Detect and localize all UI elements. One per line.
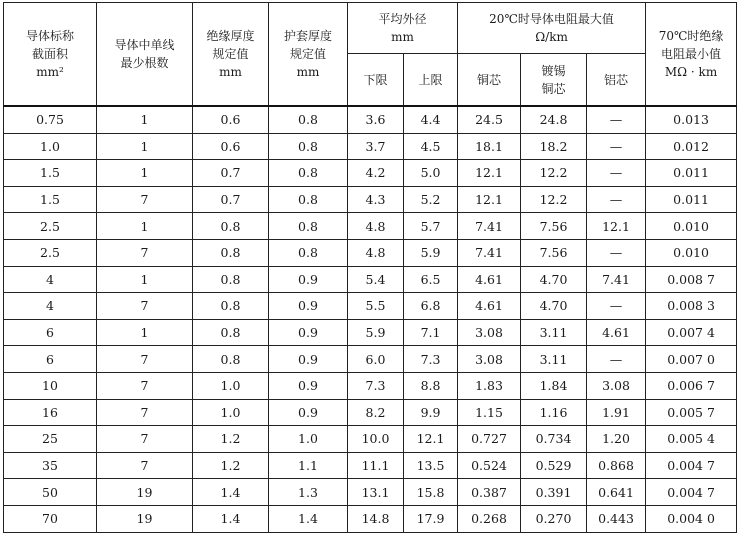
cell: 1.0 xyxy=(269,426,348,453)
cell: 0.868 xyxy=(587,452,646,479)
cell: 5.2 xyxy=(404,186,458,213)
cell: 0.524 xyxy=(458,452,521,479)
cell: 1.2 xyxy=(193,452,269,479)
cell: 4.5 xyxy=(404,133,458,160)
header-insulation-thickness: 绝缘厚度 规定值 mm xyxy=(193,3,269,107)
cell: 0.443 xyxy=(587,505,646,532)
cell: 0.005 7 xyxy=(646,399,737,426)
cell: 0.734 xyxy=(521,426,587,453)
cell: 2.5 xyxy=(4,213,97,240)
cell: 0.9 xyxy=(269,346,348,373)
cell: 50 xyxy=(4,479,97,506)
cell: 10.0 xyxy=(348,426,404,453)
cell: 1 xyxy=(97,213,193,240)
cell: 0.010 xyxy=(646,239,737,266)
cell: 0.8 xyxy=(193,239,269,266)
cell: — xyxy=(587,293,646,320)
cell: 1.15 xyxy=(458,399,521,426)
table-row xyxy=(4,133,737,160)
cell: 24.8 xyxy=(521,106,587,133)
cell: — xyxy=(587,106,646,133)
cell: 1.4 xyxy=(193,479,269,506)
cell: 4.8 xyxy=(348,239,404,266)
cell: 1 xyxy=(97,319,193,346)
table-row xyxy=(4,505,737,532)
cell: 3.7 xyxy=(348,133,404,160)
cell: 4.8 xyxy=(348,213,404,240)
cell: 18.2 xyxy=(521,133,587,160)
cell: 0.8 xyxy=(269,213,348,240)
cell: 70 xyxy=(4,505,97,532)
cell: 9.9 xyxy=(404,399,458,426)
cell: 0.641 xyxy=(587,479,646,506)
cell: 7.56 xyxy=(521,213,587,240)
header-area: 导体标称 截面积 mm² xyxy=(4,3,97,107)
cell: 0.8 xyxy=(269,133,348,160)
cell: 1.84 xyxy=(521,372,587,399)
cell: 7.41 xyxy=(458,213,521,240)
cell: 2.5 xyxy=(4,239,97,266)
cell: 0.391 xyxy=(521,479,587,506)
cell: 15.8 xyxy=(404,479,458,506)
cell: 18.1 xyxy=(458,133,521,160)
cell: 1 xyxy=(97,160,193,187)
cell: 0.9 xyxy=(269,399,348,426)
cell: 0.8 xyxy=(193,346,269,373)
header-diameter-upper: 上限 xyxy=(404,54,458,107)
cell: 5.7 xyxy=(404,213,458,240)
table-row xyxy=(4,452,737,479)
cell: 11.1 xyxy=(348,452,404,479)
cell: 0.8 xyxy=(193,213,269,240)
table-row xyxy=(4,106,737,133)
cell: 0.004 7 xyxy=(646,452,737,479)
cable-spec-table xyxy=(3,2,737,533)
cell: 12.1 xyxy=(458,160,521,187)
cell: 7.3 xyxy=(348,372,404,399)
cell: 19 xyxy=(97,479,193,506)
table-header xyxy=(4,3,737,107)
cell: 8.2 xyxy=(348,399,404,426)
header-aluminum: 铝芯 xyxy=(587,54,646,107)
cell: 12.1 xyxy=(404,426,458,453)
cell: 0.008 3 xyxy=(646,293,737,320)
cell: 0.8 xyxy=(269,239,348,266)
cell: 35 xyxy=(4,452,97,479)
cell: 0.8 xyxy=(193,266,269,293)
cell: 4.61 xyxy=(458,266,521,293)
table-body xyxy=(4,106,737,532)
cell: 4.70 xyxy=(521,293,587,320)
cell: 0.8 xyxy=(193,293,269,320)
cell: 0.008 7 xyxy=(646,266,737,293)
cell: 7 xyxy=(97,399,193,426)
cell: 0.010 xyxy=(646,213,737,240)
cell: 6.8 xyxy=(404,293,458,320)
table-container xyxy=(3,2,737,533)
cell: 1.4 xyxy=(269,505,348,532)
cell: 1 xyxy=(97,266,193,293)
table-row xyxy=(4,293,737,320)
cell: 12.2 xyxy=(521,186,587,213)
table-row xyxy=(4,160,737,187)
cell: 12.1 xyxy=(587,213,646,240)
cell: 4.70 xyxy=(521,266,587,293)
header-tinned-copper: 镀锡 铜芯 xyxy=(521,54,587,107)
cell: 4 xyxy=(4,266,97,293)
table-row xyxy=(4,239,737,266)
cell: 7 xyxy=(97,426,193,453)
cell: 0.006 7 xyxy=(646,372,737,399)
cell: 25 xyxy=(4,426,97,453)
cell: 5.9 xyxy=(404,239,458,266)
table-row xyxy=(4,479,737,506)
cell: 1.91 xyxy=(587,399,646,426)
cell: 1.83 xyxy=(458,372,521,399)
cell: 0.387 xyxy=(458,479,521,506)
cell: 0.011 xyxy=(646,186,737,213)
cell: 4.3 xyxy=(348,186,404,213)
cell: 3.6 xyxy=(348,106,404,133)
cell: 7.41 xyxy=(587,266,646,293)
cell: 0.007 4 xyxy=(646,319,737,346)
cell: 1.1 xyxy=(269,452,348,479)
cell: 0.005 4 xyxy=(646,426,737,453)
cell: — xyxy=(587,186,646,213)
cell: 7 xyxy=(97,239,193,266)
cell: 0.011 xyxy=(646,160,737,187)
cell: 0.9 xyxy=(269,293,348,320)
cell: 0.7 xyxy=(193,160,269,187)
cell: 12.2 xyxy=(521,160,587,187)
cell: 0.012 xyxy=(646,133,737,160)
cell: 1.0 xyxy=(193,399,269,426)
cell: 7 xyxy=(97,452,193,479)
cell: 6 xyxy=(4,346,97,373)
cell: 14.8 xyxy=(348,505,404,532)
cell: 6.5 xyxy=(404,266,458,293)
cell: 1.16 xyxy=(521,399,587,426)
cell: 0.9 xyxy=(269,319,348,346)
cell: 1.4 xyxy=(193,505,269,532)
cell: 3.11 xyxy=(521,346,587,373)
cell: 0.013 xyxy=(646,106,737,133)
cell: — xyxy=(587,346,646,373)
cell: 0.8 xyxy=(193,319,269,346)
header-resistance-20c: 20℃时导体电阻最大值 Ω/km xyxy=(458,3,646,54)
header-mean-diameter: 平均外径 mm xyxy=(348,3,458,54)
cell: 1.20 xyxy=(587,426,646,453)
table-row xyxy=(4,186,737,213)
cell: — xyxy=(587,160,646,187)
cell: 3.11 xyxy=(521,319,587,346)
cell: 5.0 xyxy=(404,160,458,187)
cell: 3.08 xyxy=(587,372,646,399)
cell: 13.5 xyxy=(404,452,458,479)
table-row xyxy=(4,346,737,373)
header-min-strands: 导体中单线 最少根数 xyxy=(97,3,193,107)
table-row xyxy=(4,426,737,453)
cell: 7 xyxy=(97,346,193,373)
cell: — xyxy=(587,133,646,160)
cell: 0.270 xyxy=(521,505,587,532)
table-row xyxy=(4,399,737,426)
cell: 24.5 xyxy=(458,106,521,133)
cell: 7 xyxy=(97,372,193,399)
cell: 1 xyxy=(97,133,193,160)
cell: 0.8 xyxy=(269,160,348,187)
cell: 4.4 xyxy=(404,106,458,133)
cell: 1 xyxy=(97,106,193,133)
cell: 5.5 xyxy=(348,293,404,320)
cell: 5.4 xyxy=(348,266,404,293)
cell: 19 xyxy=(97,505,193,532)
cell: 0.268 xyxy=(458,505,521,532)
cell: 16 xyxy=(4,399,97,426)
cell: 0.6 xyxy=(193,106,269,133)
cell: 0.7 xyxy=(193,186,269,213)
cell: 7.56 xyxy=(521,239,587,266)
cell: 4.61 xyxy=(587,319,646,346)
cell: 0.529 xyxy=(521,452,587,479)
cell: 0.8 xyxy=(269,186,348,213)
table-row xyxy=(4,319,737,346)
cell: 0.004 0 xyxy=(646,505,737,532)
cell: 3.08 xyxy=(458,319,521,346)
header-diameter-lower: 下限 xyxy=(348,54,404,107)
cell: 8.8 xyxy=(404,372,458,399)
cell: 0.75 xyxy=(4,106,97,133)
cell: 0.9 xyxy=(269,266,348,293)
table-row xyxy=(4,213,737,240)
cell: 0.004 7 xyxy=(646,479,737,506)
cell: 7.41 xyxy=(458,239,521,266)
cell: 7.3 xyxy=(404,346,458,373)
cell: 1.5 xyxy=(4,186,97,213)
cell: 7 xyxy=(97,186,193,213)
cell: 1.3 xyxy=(269,479,348,506)
cell: 1.2 xyxy=(193,426,269,453)
cell: 6.0 xyxy=(348,346,404,373)
cell: 7.1 xyxy=(404,319,458,346)
cell: 7 xyxy=(97,293,193,320)
cell: 4.2 xyxy=(348,160,404,187)
header-copper: 铜芯 xyxy=(458,54,521,107)
cell: 0.727 xyxy=(458,426,521,453)
table-row xyxy=(4,266,737,293)
cell: 17.9 xyxy=(404,505,458,532)
cell: — xyxy=(587,239,646,266)
header-sheath-thickness: 护套厚度 规定值 mm xyxy=(269,3,348,107)
table-row xyxy=(4,372,737,399)
cell: 13.1 xyxy=(348,479,404,506)
cell: 0.8 xyxy=(269,106,348,133)
cell: 1.5 xyxy=(4,160,97,187)
cell: 10 xyxy=(4,372,97,399)
cell: 1.0 xyxy=(193,372,269,399)
cell: 1.0 xyxy=(4,133,97,160)
cell: 12.1 xyxy=(458,186,521,213)
cell: 0.007 0 xyxy=(646,346,737,373)
cell: 0.9 xyxy=(269,372,348,399)
cell: 0.6 xyxy=(193,133,269,160)
cell: 4.61 xyxy=(458,293,521,320)
cell: 3.08 xyxy=(458,346,521,373)
cell: 4 xyxy=(4,293,97,320)
header-insulation-resistance-70c: 70℃时绝缘 电阻最小值 MΩ · km xyxy=(646,3,737,107)
cell: 6 xyxy=(4,319,97,346)
cell: 5.9 xyxy=(348,319,404,346)
